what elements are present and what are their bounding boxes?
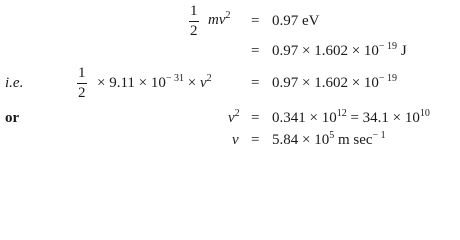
equals-sign: =	[251, 132, 260, 148]
fraction-denominator: 2	[190, 23, 198, 39]
equals-sign: =	[251, 110, 260, 126]
kinetic-energy-term: $mv^2$	[208, 10, 231, 28]
equals-sign: =	[251, 43, 260, 59]
half-fraction	[189, 4, 199, 39]
ie-label: i.e.	[5, 75, 24, 91]
equals-sign: =	[251, 13, 260, 29]
energy-value: 0.97 eV	[272, 13, 320, 29]
rhs-expression: $0.97 \times 1.602 \times 10^{- 19}$	[272, 73, 398, 91]
fraction-numerator: 1	[190, 3, 198, 19]
fraction-numerator: 1	[78, 65, 86, 81]
velocity-symbol: v	[232, 132, 239, 148]
or-label: or	[5, 110, 20, 126]
equals-sign: =	[251, 75, 260, 91]
half-fraction	[77, 66, 87, 101]
velocity-value: $5.84 \times 10^5$ m $\sec^{- 1}$	[272, 130, 386, 148]
velocity-squared-value: $0.341 \times 10^{12} = 34.1 \times 10^{10}$	[272, 108, 430, 126]
fraction-denominator: 2	[78, 85, 86, 101]
velocity-squared: $v^2$	[228, 108, 240, 126]
lhs-expression: × $9.11 \times 10^{- 31} \times v^2$	[97, 73, 212, 91]
energy-joules: $0.97 \times 1.602 \times 10^{- 19}$ J	[272, 41, 407, 59]
